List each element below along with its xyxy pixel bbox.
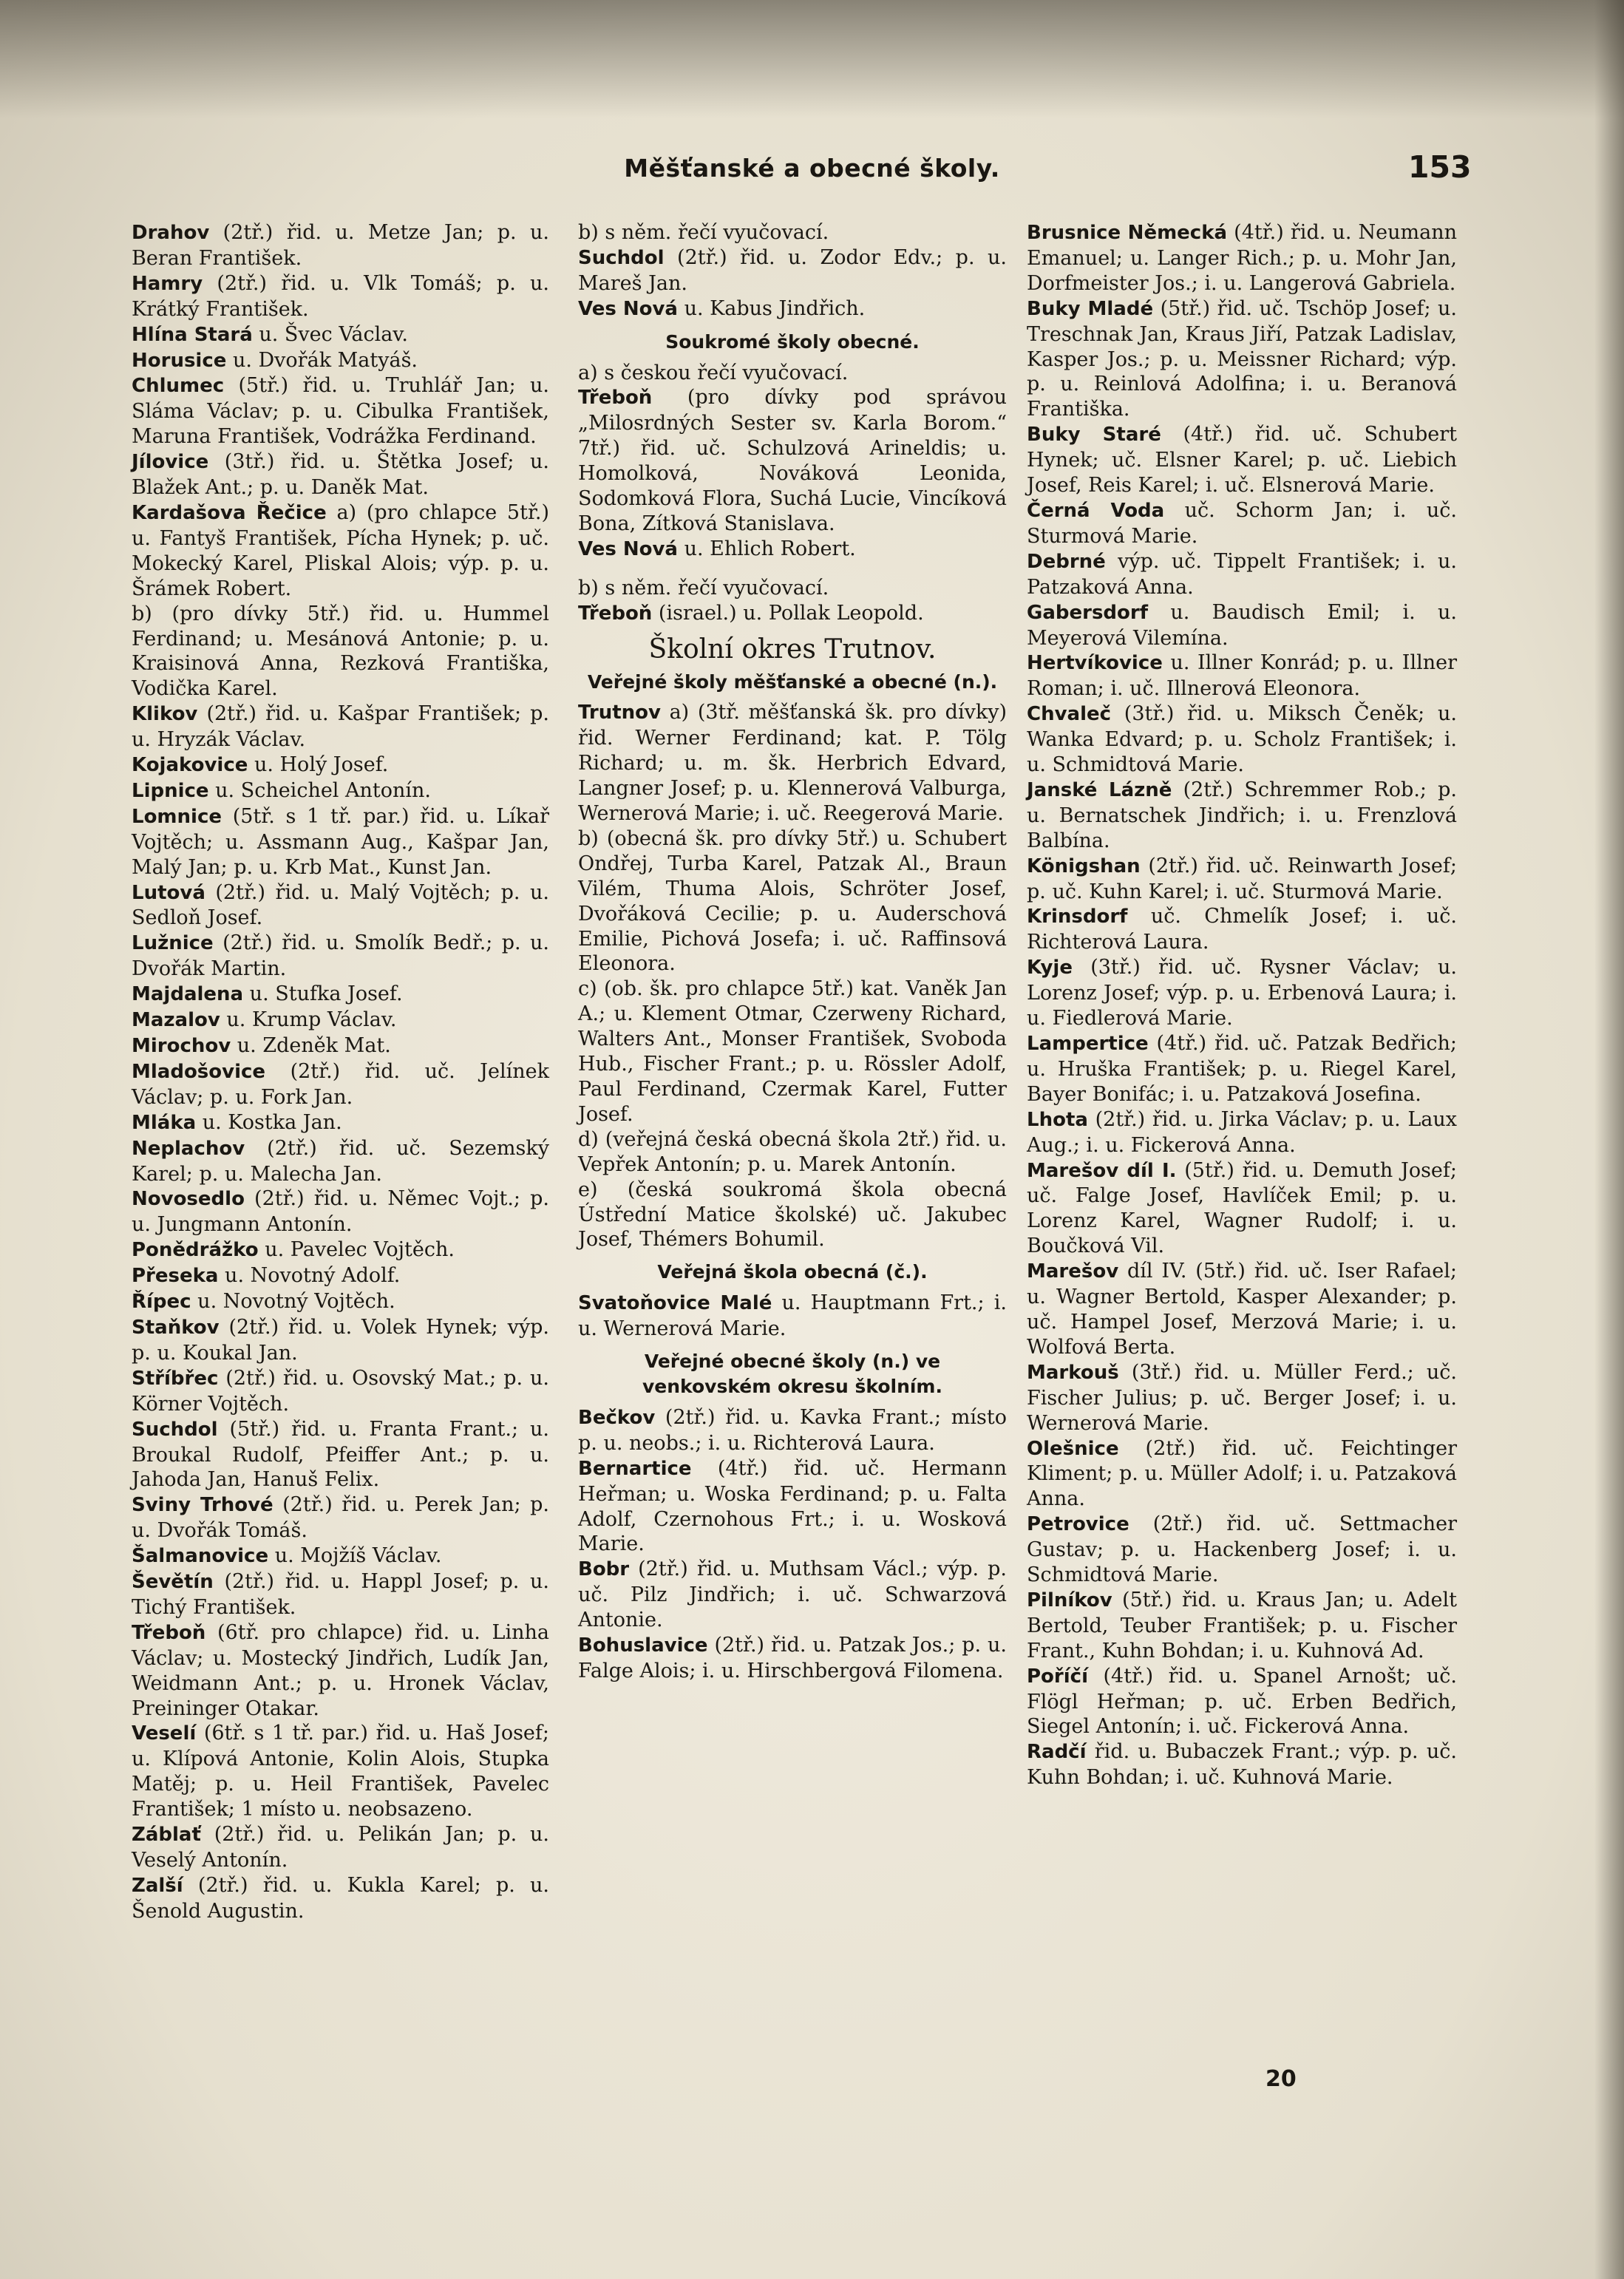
- place-name: Buky Mladé: [1027, 297, 1154, 320]
- czech-school-heading: Veřejná škola obecná (č.).: [657, 1261, 928, 1283]
- signature-mark: 20: [1265, 2066, 1297, 2092]
- entry-text: u. Holý Josef.: [248, 753, 389, 777]
- place-name: Mláka: [132, 1111, 197, 1134]
- entry-text: u. Novotný Vojtěch.: [191, 1290, 395, 1314]
- place-name: Bernartice: [578, 1457, 692, 1480]
- place-name: Janské Lázně: [1027, 778, 1172, 801]
- directory-entry: [1027, 1739, 1457, 1790]
- place-name: Kardašova Řečice: [132, 501, 327, 524]
- directory-entry: [132, 1263, 549, 1289]
- directory-entry: [1027, 651, 1457, 702]
- page-number: 153: [1408, 149, 1472, 185]
- directory-entry: [132, 1620, 549, 1722]
- place-name: Svatoňovice Malé: [578, 1292, 772, 1315]
- entry-text: (pro dívky pod správou „Milosrdných Sester sv. Karla Borom.“ 7tř.) řid. uč. Schulzová Arineldis; u. Homolková, Nováková Leonida, Sodomková Flora, Suchá Lucie, Vincíková Bona, Zítková Stanislava.: [578, 386, 1007, 535]
- scan-shadow-right: [1594, 0, 1624, 2279]
- entry-text: (2tř.) řid. uč. Jelínek Václav; p. u. Fork Jan.: [132, 1059, 549, 1109]
- entry-text: u. Hauptmann Frt.; i. u. Wernerová Marie.: [578, 1291, 1007, 1341]
- entry-text: (3tř.) řid. uč. Rysner Václav; u. Lorenz Josef; výp. p. u. Erbenová Laura; i. u. Fiedlerová Marie.: [1027, 956, 1457, 1030]
- directory-entry: [1027, 422, 1457, 498]
- entry-text: (2tř.) řid. u. Vlk Tomáš; p. u. Krátký František.: [132, 271, 549, 321]
- entry-text: (3tř.) řid. u. Miksch Čeněk; u. Wanka Edvard; p. u. Scholz František; i. u. Schmidtová Marie.: [1027, 702, 1457, 777]
- entry-text: (2tř.) Schremmer Rob.; p. u. Bernatschek Jindřich; i. u. Frenzlová Balbína.: [1027, 778, 1457, 852]
- entry-text: (4tř.) řid. uč. Hermann Heřman; u. Woska Ferdinand; p. u. Falta Adolf, Czernohous Frt.; i. u. Wosková Marie.: [578, 1456, 1007, 1556]
- entry-text: (2tř.) řid. u. Osovský Mat.; p. u. Körner Vojtěch.: [132, 1366, 549, 1416]
- entry-text: a) s českou řečí vyučovací.: [578, 361, 849, 384]
- entry-text: (2tř.) řid. u. Perek Jan; p. u. Dvořák Tomáš.: [132, 1493, 549, 1543]
- directory-entry: [132, 753, 549, 778]
- entry-text: (2tř.) řid. u. Smolík Bedř.; p. u. Dvořák Martin.: [132, 931, 549, 981]
- place-name: Záblať: [132, 1824, 201, 1847]
- entry-text: výp. uč. Tippelt František; i. u. Patzaková Anna.: [1027, 549, 1457, 599]
- directory-entry: [132, 1873, 549, 1924]
- directory-entry: [578, 1291, 1007, 1342]
- directory-entry: [578, 601, 1007, 627]
- place-name: Ves Nová: [578, 297, 678, 320]
- directory-entry: [1027, 854, 1457, 905]
- directory-entry: [132, 1569, 549, 1620]
- private-schools-czech: [578, 361, 1007, 563]
- entry-text: (2tř.) řid. uč. Sezemský Karel; p. u. Malecha Jan.: [132, 1136, 549, 1186]
- entry-text: (4tř.) řid. u. Neumann Emanuel; u. Langer Rich.; p. u. Mohr Jan, Dorfmeister Jos.; i. u. Langerová Gabriela.: [1027, 221, 1457, 295]
- directory-entry: [578, 1178, 1007, 1253]
- entry-text: uč. Chmelík Josef; i. uč. Richterová Laura.: [1027, 905, 1457, 954]
- place-name: Třeboň: [578, 387, 653, 410]
- place-name: Suchdol: [578, 246, 665, 269]
- entry-text: u. Ehlich Robert.: [677, 537, 856, 560]
- place-name: Hamry: [132, 272, 203, 295]
- place-name: Gabersdorf: [1027, 601, 1149, 624]
- directory-entry: [132, 1492, 549, 1543]
- entry-text: c) (ob. šk. pro chlapce 5tř.) kat. Vaněk Jan A.; u. Klement Otmar, Czerweny Richard, Walters Ant., Monser František, Svoboda Hub., Fischer Frant.; p. u. Rössler Adolf, Paul Ferdinand, Czermak Karel, Futter Josef.: [578, 977, 1007, 1126]
- place-name: Klikov: [132, 703, 198, 726]
- entry-text: (3tř.) řid. u. Müller Ferd.; uč. Fischer Julius; p. uč. Berger Josef; i. u. Wernerová Marie.: [1027, 1360, 1457, 1435]
- place-name: Stříbřec: [132, 1367, 219, 1390]
- place-name: Chvaleč: [1027, 703, 1112, 726]
- directory-entry: [132, 1315, 549, 1366]
- directory-entry: [578, 1456, 1007, 1558]
- entry-text: b) (obecná šk. pro dívky 5tř.) u. Schubert Ondřej, Turba Karel, Patzak Al., Braun Vilém, Thuma Alois, Schröter Josef, Dvořáková Cecilie; p. u. Auderschová Emilie, Pichová Josefa; i. uč. Raffinsová Eleonora.: [578, 826, 1007, 976]
- entry-text: (6tř. s 1 tř. par.) řid. u. Haš Josef; u. Klípová Antonie, Kolin Alois, Stupka Matěj; p. u. Heil František, Pavelec František; 1 místo u. neobsazeno.: [132, 1722, 549, 1821]
- entry-text: u. Mojžíš Václav.: [268, 1544, 442, 1568]
- directory-entry: [1027, 1588, 1457, 1664]
- place-name: Třeboň: [132, 1621, 206, 1644]
- directory-entry: [1027, 1031, 1457, 1107]
- place-name: Staňkov: [132, 1316, 220, 1339]
- entry-text: u. Zdeněk Mat.: [231, 1034, 391, 1057]
- entry-text: (2tř.) řid. u. Volek Hynek; výp. p. u. Koukal Jan.: [132, 1315, 549, 1365]
- directory-entry: [1027, 702, 1457, 778]
- entry-text: (2tř.) řid. uč. Feichtinger Kliment; p. u. Müller Adolf; i. u. Patzaková Anna.: [1027, 1436, 1457, 1511]
- column-3: [1027, 220, 1457, 1790]
- public-schools-heading: Veřejné školy měšťanské a obecné (n.).: [587, 670, 998, 693]
- entry-text: (5tř.) řid. u. Truhlář Jan; u. Sláma Václav; p. u. Cibulka František, Maruna František, Vodrážka Ferdinand.: [132, 374, 549, 449]
- district-heading: Školní okres Trutnov.: [648, 634, 937, 665]
- entry-text: b) (pro dívky 5tř.) řid. u. Hummel Ferdinand; u. Mesánová Antonie; p. u. Kraisinová Anna, Rezková Františka, Vodička Karel.: [132, 602, 549, 701]
- directory-entry: [1027, 1259, 1457, 1360]
- directory-entry: [1027, 1158, 1457, 1260]
- directory-entry: [1027, 549, 1457, 600]
- entry-text: a) (pro chlapce 5tř.) u. Fantyš František, Pícha Hynek; p. uč. Mokecký Karel, Pliskal Alois; výp. p. u. Šrámek Robert.: [132, 500, 549, 600]
- directory-entry: [1027, 904, 1457, 955]
- entry-text: uč. Schorm Jan; i. uč. Sturmová Marie.: [1027, 498, 1457, 548]
- directory-entry: [1027, 600, 1457, 651]
- column-2-top-entries: [578, 220, 1007, 322]
- directory-entry: [578, 977, 1007, 1127]
- directory-entry: [578, 826, 1007, 977]
- place-name: Olešnice: [1027, 1437, 1119, 1460]
- entry-text: u. Pavelec Vojtěch.: [258, 1238, 455, 1262]
- directory-entry: [132, 880, 549, 931]
- place-name: Marešov: [1027, 1260, 1119, 1283]
- place-name: Lužnice: [132, 932, 214, 955]
- place-name: Přeseka: [132, 1265, 219, 1288]
- place-name: Černá Voda: [1027, 499, 1165, 522]
- directory-entry: [132, 1186, 549, 1237]
- rural-schools-list: [578, 1405, 1007, 1684]
- directory-entry: [578, 220, 1007, 245]
- place-name: Horusice: [132, 349, 227, 372]
- entry-text: u. Krump Václav.: [220, 1008, 397, 1032]
- spacer: [578, 563, 1007, 576]
- directory-entry: [132, 1366, 549, 1417]
- place-name: Veselí: [132, 1722, 197, 1745]
- place-name: Debrné: [1027, 550, 1106, 573]
- entry-text: u. Kostka Jan.: [196, 1110, 342, 1134]
- place-name: Kojakovice: [132, 754, 248, 777]
- directory-entry: [578, 1127, 1007, 1178]
- directory-entry: [578, 1405, 1007, 1456]
- directory-entry: [1027, 1512, 1457, 1588]
- directory-entry: [132, 931, 549, 982]
- place-name: Radčí: [1027, 1741, 1087, 1764]
- place-name: Suchdol: [132, 1418, 218, 1441]
- czech-school-list: [578, 1291, 1007, 1342]
- directory-entry: [1027, 955, 1457, 1031]
- directory-entry: [578, 537, 1007, 563]
- place-name: Ponědrážko: [132, 1239, 259, 1262]
- directory-entry: [132, 702, 549, 753]
- scan-shadow-top: [0, 0, 1624, 118]
- entry-text: (2tř.) řid. u. Muthsam Václ.; výp. p. uč. Pilz Jindřich; i. uč. Schwarzová Antonie.: [578, 1558, 1007, 1632]
- entry-text: u. Švec Václav.: [252, 322, 408, 346]
- directory-entry: [1027, 296, 1457, 423]
- directory-entry: [132, 373, 549, 449]
- rural-schools-heading: Veřejné obecné školy (n.) ve venkovském okresu školním.: [642, 1351, 942, 1397]
- entry-text: (4tř.) řid. uč. Patzak Bedřich; u. Hruška František; p. u. Riegel Karel, Bayer Bonifác; i. u. Patzaková Josefina.: [1027, 1032, 1457, 1106]
- place-name: Majdalena: [132, 983, 244, 1006]
- place-name: Königshan: [1027, 855, 1141, 877]
- entry-text: (2tř.) řid. u. Zodor Edv.; p. u. Mareš Jan.: [578, 245, 1007, 295]
- entry-text: u. Dvořák Matyáš.: [226, 348, 418, 372]
- entry-text: (5tř.) řid. u. Kraus Jan; u. Adelt Bertold, Teuber František; p. u. Fischer Frant., Kuhn Bohdan; i. u. Kuhnová Ad.: [1027, 1588, 1457, 1662]
- directory-entry: [578, 576, 1007, 601]
- directory-entry: [578, 700, 1007, 826]
- place-name: Marešov díl I.: [1027, 1159, 1177, 1182]
- entry-text: (2tř.) řid. u. Happl Josef; p. u. Tichý František.: [132, 1570, 549, 1619]
- directory-entry: [132, 1110, 549, 1136]
- entry-text: (6tř. pro chlapce) řid. u. Linha Václav; u. Mostecký Jindřich, Ludík Jan, Weidmann Ant.; p. u. Hronek Václav, Preininger Otakar.: [132, 1620, 549, 1720]
- place-name: Lhota: [1027, 1108, 1088, 1131]
- entry-text: díl IV. (5tř.) řid. uč. Iser Rafael; u. Wagner Bertold, Kasper Alexander; p. uč. Hampel Josef, Merzová Marie; i. u. Wolfová Berta.: [1027, 1260, 1457, 1359]
- entry-text: (2tř.) řid. u. Pelikán Jan; p. u. Veselý Antonín.: [132, 1823, 549, 1872]
- running-header-title: Měšťanské a obecné školy.: [624, 154, 1000, 183]
- place-name: Chlumec: [132, 375, 225, 398]
- directory-entry: [132, 778, 549, 804]
- place-name: Bobr: [578, 1558, 630, 1581]
- entry-text: u. Baudisch Emil; i. u. Meyerová Vilemína.: [1027, 600, 1457, 650]
- place-name: Trutnov: [578, 702, 661, 724]
- entry-text: (israel.) u. Pollak Leopold.: [652, 601, 924, 625]
- directory-entry: [132, 1822, 549, 1873]
- entry-text: u. Scheichel Antonín.: [208, 778, 432, 802]
- entry-text: (2tř.) řid. u. Kukla Karel; p. u. Šenold Augustin.: [132, 1873, 549, 1923]
- directory-entry: [132, 1237, 549, 1263]
- directory-entry: [578, 1633, 1007, 1684]
- entry-text: (5tř. s 1 tř. par.) řid. u. Líkař Vojtěch; u. Assmann Aug., Kašpar Jan, Malý Jan; p. u. Krb Mat., Kunst Jan.: [132, 804, 549, 879]
- entry-text: b) s něm. řečí vyučovací.: [578, 576, 829, 600]
- entry-text: řid. u. Bubaczek Frant.; výp. p. uč. Kuhn Bohdan; i. uč. Kuhnová Marie.: [1027, 1740, 1457, 1790]
- entry-text: (2tř.) řid. u. Kašpar František; p. u. Hryzák Václav.: [132, 702, 549, 752]
- place-name: Kyje: [1027, 957, 1073, 979]
- directory-entry: [1027, 1107, 1457, 1158]
- entry-text: (2tř.) řid. u. Němec Vojt.; p. u. Jungmann Antonín.: [132, 1187, 549, 1237]
- directory-entry: [132, 1417, 549, 1493]
- place-name: Bohuslavice: [578, 1634, 708, 1657]
- private-schools-heading: Soukromé školy obecné.: [665, 330, 920, 353]
- place-name: Třeboň: [578, 602, 653, 625]
- place-name: Lampertice: [1027, 1033, 1149, 1055]
- directory-entry: [132, 449, 549, 500]
- directory-entry: [132, 1008, 549, 1033]
- private-schools-german: [578, 576, 1007, 627]
- directory-entry: [132, 348, 549, 374]
- place-name: Novosedlo: [132, 1188, 245, 1211]
- column-1: [132, 220, 549, 1924]
- entry-text: (3tř.) řid. u. Štětka Josef; u. Blažek Ant.; p. u. Daněk Mat.: [132, 450, 549, 500]
- entry-text: b) s něm. řečí vyučovací.: [578, 221, 829, 244]
- directory-entry: [132, 1033, 549, 1059]
- place-name: Neplachov: [132, 1137, 245, 1160]
- entry-text: (4tř.) řid. u. Spanel Arnošt; uč. Flögl Heřman; p. uč. Erben Bedřich, Siegel Antonín; i. uč. Fickerová Anna.: [1027, 1664, 1457, 1739]
- place-name: Sviny Trhové: [132, 1494, 274, 1517]
- place-name: Lipnice: [132, 779, 209, 802]
- place-name: Řípec: [132, 1291, 191, 1314]
- place-name: Petrovice: [1027, 1513, 1129, 1536]
- place-name: Buky Staré: [1027, 424, 1161, 446]
- directory-entry: [132, 322, 549, 348]
- place-name: Bečkov: [578, 1406, 656, 1429]
- entry-text: (5tř.) řid. u. Franta Frant.; u. Broukal Rudolf, Pfeiffer Ant.; p. u. Jahoda Jan, Hanuš Felix.: [132, 1417, 549, 1492]
- entry-text: a) (3tř. měšťanská šk. pro dívky) řid. Werner Ferdinand; kat. P. Tölg Richard; u. m. šk. Herbrich Edvard, Langner Josef; p. u. Klennerová Valburga, Wernerová Marie; i. uč. Reegerová Marie.: [578, 701, 1007, 826]
- place-name: Šalmanovice: [132, 1545, 269, 1568]
- entry-text: (2tř.) řid. u. Kavka Frant.; místo p. u. neobs.; i. u. Richterová Laura.: [578, 1405, 1007, 1455]
- directory-entry: [132, 1721, 549, 1822]
- place-name: Ves Nová: [578, 537, 678, 560]
- entry-text: (5tř.) řid. u. Demuth Josef; uč. Falge Josef, Havlíček Emil; p. u. Lorenz Karel, Wagner Rudolf; i. u. Boučková Vil.: [1027, 1158, 1457, 1258]
- place-name: Markouš: [1027, 1361, 1119, 1384]
- entry-text: (5tř.) řid. uč. Tschöp Josef; u. Treschnak Jan, Kraus Jiří, Patzak Ladislav, Kasper Jos.; p. u. Meissner Richard; výp. p. u. Reinlová Adolfina; i. u. Beranová Františka.: [1027, 296, 1457, 421]
- entry-text: u. Kabus Jindřich.: [677, 296, 866, 320]
- entry-text: (4tř.) řid. uč. Schubert Hynek; uč. Elsner Karel; p. uč. Liebich Josef, Reis Karel; i. uč. Elsnerová Marie.: [1027, 423, 1457, 497]
- directory-entry: [578, 1557, 1007, 1633]
- column-2: [578, 220, 1007, 1684]
- directory-entry: [132, 1543, 549, 1569]
- directory-entry: [1027, 220, 1457, 296]
- directory-entry: [578, 361, 1007, 386]
- place-name: Brusnice Německá: [1027, 222, 1228, 244]
- place-name: Mazalov: [132, 1009, 220, 1032]
- entry-text: (2tř.) řid. u. Patzak Jos.; p. u. Falge Alois; i. u. Hirschbergová Filomena.: [578, 1634, 1007, 1682]
- directory-entry: [132, 602, 549, 702]
- directory-entry: [1027, 1436, 1457, 1512]
- directory-entry: [1027, 778, 1457, 854]
- entry-text: e) (česká soukromá škola obecná Ústřední Matice školské) uč. Jakubec Josef, Thémers Bohumil.: [578, 1178, 1007, 1251]
- entry-text: d) (veřejná česká obecná škola 2tř.) řid. u. Vepřek Antonín; p. u. Marek Antonín.: [578, 1127, 1007, 1176]
- directory-entry: [132, 1059, 549, 1110]
- place-name: Hertvíkovice: [1027, 652, 1163, 675]
- directory-entry: [132, 1136, 549, 1187]
- place-name: Mirochov: [132, 1035, 231, 1057]
- directory-entry: [578, 245, 1007, 296]
- place-name: Poříčí: [1027, 1665, 1088, 1688]
- directory-entry: [132, 982, 549, 1008]
- entry-text: (2tř.) řid. uč. Reinwarth Josef; p. uč. Kuhn Karel; i. uč. Sturmová Marie.: [1027, 854, 1457, 903]
- place-name: Jílovice: [132, 451, 209, 474]
- directory-entry: [132, 500, 549, 602]
- place-name: Krinsdorf: [1027, 906, 1128, 928]
- entry-text: (2tř.) řid. u. Jirka Václav; p. u. Laux Aug.; i. u. Fickerová Anna.: [1027, 1107, 1457, 1157]
- directory-entry: [578, 296, 1007, 322]
- place-name: Lomnice: [132, 805, 222, 828]
- place-name: Mladošovice: [132, 1060, 266, 1083]
- directory-entry: [132, 271, 549, 322]
- public-schools-list: [578, 700, 1007, 1252]
- entry-text: (2tř.) řid. u. Metze Jan; p. u. Beran František.: [132, 221, 549, 270]
- directory-entry: [132, 220, 549, 271]
- place-name: Drahov: [132, 222, 210, 244]
- place-name: Zalší: [132, 1874, 183, 1897]
- directory-entry: [1027, 1360, 1457, 1436]
- entry-text: (2tř.) řid. u. Malý Vojtěch; p. u. Sedloň Josef.: [132, 880, 549, 930]
- place-name: Hlína Stará: [132, 323, 253, 346]
- entry-text: u. Stufka Josef.: [243, 982, 403, 1006]
- entry-text: u. Illner Konrád; p. u. Illner Roman; i. uč. Illnerová Eleonora.: [1027, 651, 1457, 701]
- place-name: Lutová: [132, 881, 205, 904]
- directory-entry: [132, 1289, 549, 1315]
- entry-text: u. Novotný Adolf.: [218, 1264, 401, 1288]
- directory-entry: [1027, 498, 1457, 549]
- entry-text: (2tř.) řid. uč. Settmacher Gustav; p. u. Hackenberg Josef; i. u. Schmidtová Marie.: [1027, 1512, 1457, 1587]
- place-name: Ševětín: [132, 1571, 214, 1594]
- directory-entry: [1027, 1664, 1457, 1740]
- place-name: Pilníkov: [1027, 1589, 1112, 1611]
- directory-entry: [578, 385, 1007, 536]
- directory-entry: [132, 804, 549, 880]
